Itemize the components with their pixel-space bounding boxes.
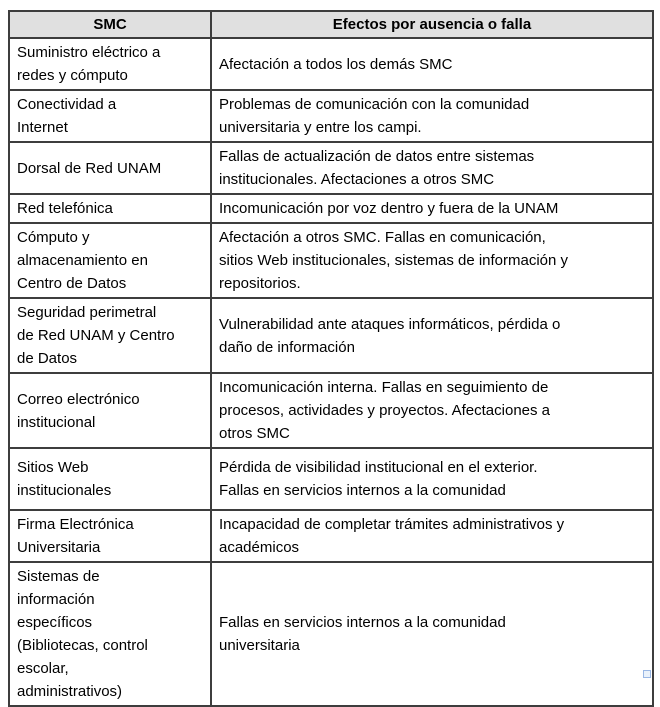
table-row [9,298,653,373]
smc-cell: Seguridad perimetral de Red UNAM y Centro de Datos [9,298,211,373]
table-row [9,38,653,90]
table-row [9,448,653,510]
header-row [9,11,653,38]
smc-cell: Sistemas de información específicos (Bibliotecas, control escolar, administrativos) [9,562,211,706]
header-cell-efectos: Efectos por ausencia o falla [211,11,653,38]
smc-cell: Red telefónica [9,194,211,223]
header-cell-smc: SMC [9,11,211,38]
table-row [9,223,653,298]
smc-cell: Sitios Web institucionales [9,448,211,510]
table-row [9,90,653,142]
smc-cell: Conectividad a Internet [9,90,211,142]
efecto-cell: Incomunicación por voz dentro y fuera de la UNAM [211,194,653,223]
efecto-cell: Problemas de comunicación con la comunidad universitaria y entre los campi. [211,90,653,142]
table-row [9,562,653,706]
table-row [9,510,653,562]
smc-cell: Firma Electrónica Universitaria [9,510,211,562]
smc-effects-table [8,10,654,707]
efecto-cell: Fallas de actualización de datos entre sistemas institucionales. Afectaciones a otros SMC [211,142,653,194]
table-row [9,142,653,194]
smc-cell: Correo electrónico institucional [9,373,211,448]
table-row [9,373,653,448]
efecto-cell: Vulnerabilidad ante ataques informáticos, pérdida o daño de información [211,298,653,373]
table-row [9,194,653,223]
selection-resize-handle[interactable] [643,670,651,678]
efecto-cell: Afectación a otros SMC. Fallas en comunicación, sitios Web institucionales, sistemas de información y repositorios. [211,223,653,298]
smc-cell: Suministro eléctrico a redes y cómputo [9,38,211,90]
efecto-cell: Fallas en servicios internos a la comunidad universitaria [211,562,653,706]
efecto-cell: Incomunicación interna. Fallas en seguimiento de procesos, actividades y proyectos. Afectaciones a otros SMC [211,373,653,448]
smc-cell: Cómputo y almacenamiento en Centro de Datos [9,223,211,298]
efecto-cell: Incapacidad de completar trámites administrativos y académicos [211,510,653,562]
efecto-cell: Pérdida de visibilidad institucional en el exterior. Fallas en servicios internos a la comunidad [211,448,653,510]
efecto-cell: Afectación a todos los demás SMC [211,38,653,90]
smc-cell: Dorsal de Red UNAM [9,142,211,194]
